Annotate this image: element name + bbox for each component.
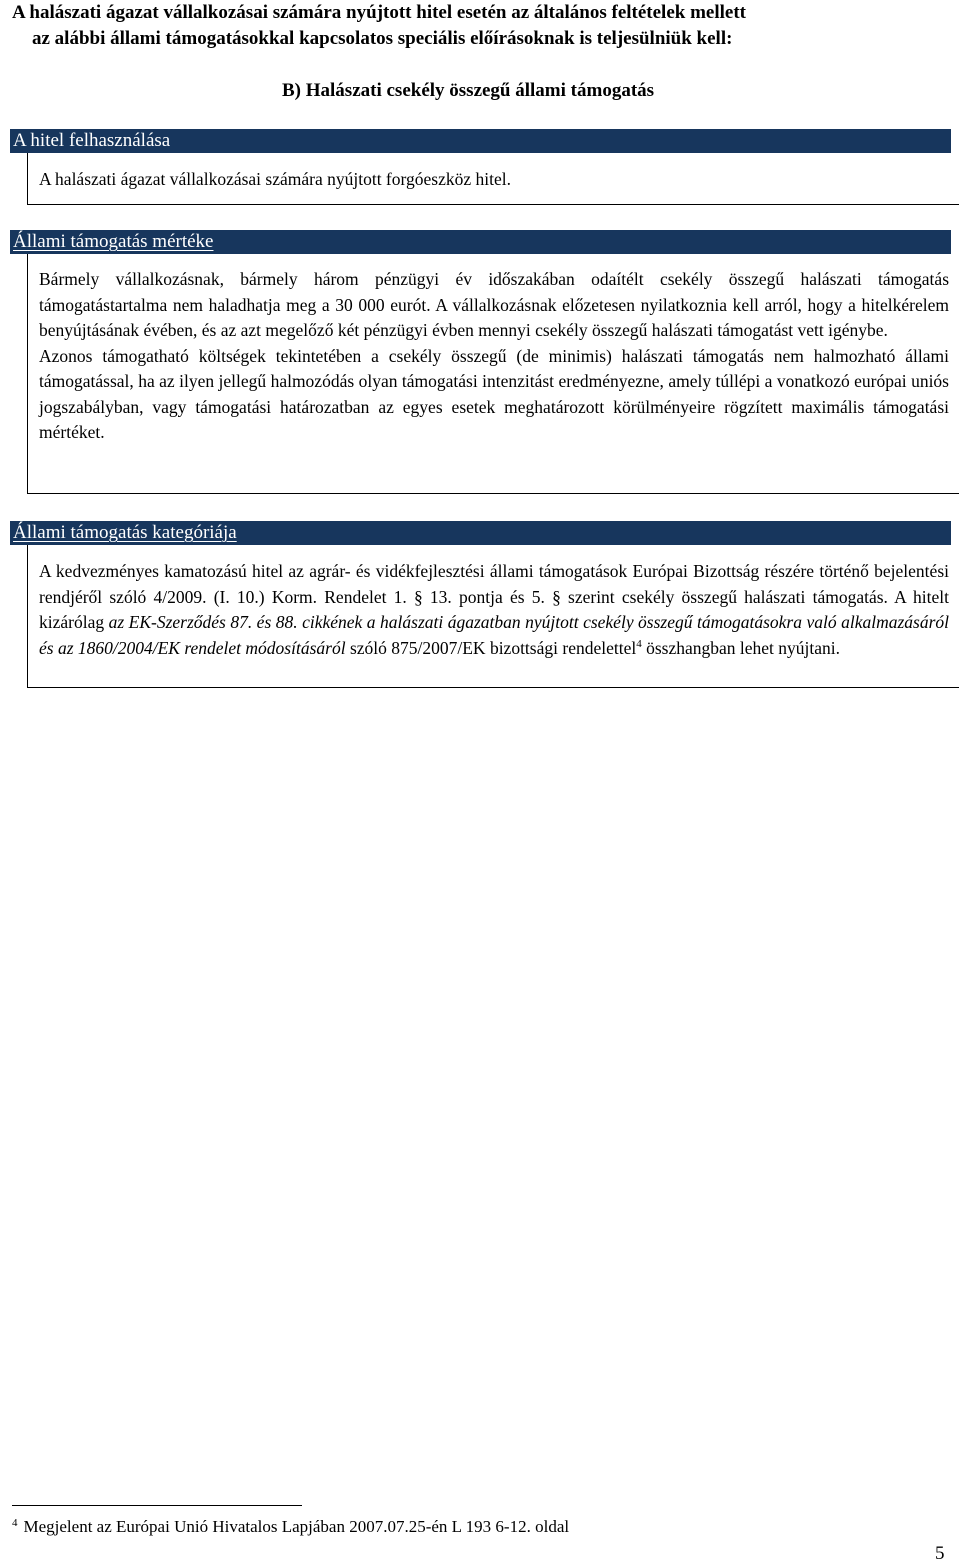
loan-use-text: A halászati ágazat vállalkozásai számára nyújtott forgóeszköz hitel. [39, 169, 511, 189]
aid-category-part-1: A kedvezményes kamatozású hitel az agrár- és vidékfejlesztési állami támogatások Európai Bizottság részére történő bejelentési rendjéről szóló 4/2009. (I. 10.) Korm. Rendelet 1. § 13. pontja és 5. § szerint csekély összegű halászati támogatás. A hitelt kizárólag [39, 561, 949, 632]
aid-category-part-4: összhangban lehet nyújtani. [641, 637, 841, 658]
aid-category-italic-2: cikkének a halászati ágazatban nyújtott csekély összegű támogatásokra való alkalmazásáról és az 1860/2004/EK rendelet módosításáról [39, 612, 950, 658]
aid-category-part-3: szóló 875/2007/EK bizottsági rendelettel [345, 637, 637, 658]
heading-loan-use: A hitel felhasználása [13, 130, 171, 151]
box-loan-use [27, 153, 959, 205]
box-aid-amount [27, 254, 959, 494]
heading-aid-amount: Állami támogatás mértéke [13, 231, 214, 252]
aid-amount-paragraph-2: Azonos támogatható költségek tekintetében a csekély összegű (de minimis) halászati támogatás nem halmozható állami támogatással, ha az ilyen jellegű halmozódás olyan támogatási intenzitást eredményezne, amely túllépi a vonatkozó európai uniós jogszabályban, vagy támogatási határozatban az egyes esetek meghatározott körülményeire rögzített maximális támogatási mértéket. [39, 345, 949, 442]
aid-amount-paragraph-1: Bármely vállalkozásnak, bármely három pénzügyi év időszakában odaítélt csekély összegű halászati támogatás támogatástartalma nem haladhatja meg a 30 000 eurót. A vállalkozásnak előzetesen nyilatkoznia kell arról, hogy a hitelkérelem benyújtásának évében, és az azt megelőző két pénzügyi évben mennyi csekély összegű halászati támogatást vett igénybe. [39, 269, 949, 340]
footnote-text: Megjelent az Európai Unió Hivatalos Lapjában 2007.07.25-én L 193 6-12. oldal [23, 1517, 570, 1536]
footnote-reference: 4 [636, 637, 642, 650]
section-subtitle: B) Halászati csekély összegű állami támogatás [282, 80, 655, 101]
intro-heading [12, 0, 952, 52]
page-number: 5 [935, 1543, 945, 1564]
heading-bar-loan-use [10, 129, 951, 153]
box-aid-category [27, 545, 959, 688]
footnote-marker: 4 [12, 1517, 18, 1529]
footnote-separator [12, 1505, 302, 1506]
intro-line-2: az alábbi állami támogatásokkal kapcsolatos speciális előírásoknak is teljesülniük kell: [32, 28, 733, 49]
heading-aid-category: Állami támogatás kategóriája [13, 522, 237, 543]
intro-line-1: A halászati ágazat vállalkozásai számára nyújtott hitel esetén az általános feltételek mellett [12, 2, 746, 23]
aid-category-italic-1: az EK-Szerződés 87. és 88. [108, 612, 298, 632]
footnote [12, 1516, 569, 1538]
aid-category-paragraph [39, 559, 949, 661]
heading-bar-aid-category [10, 521, 951, 545]
heading-bar-aid-amount [10, 230, 951, 254]
